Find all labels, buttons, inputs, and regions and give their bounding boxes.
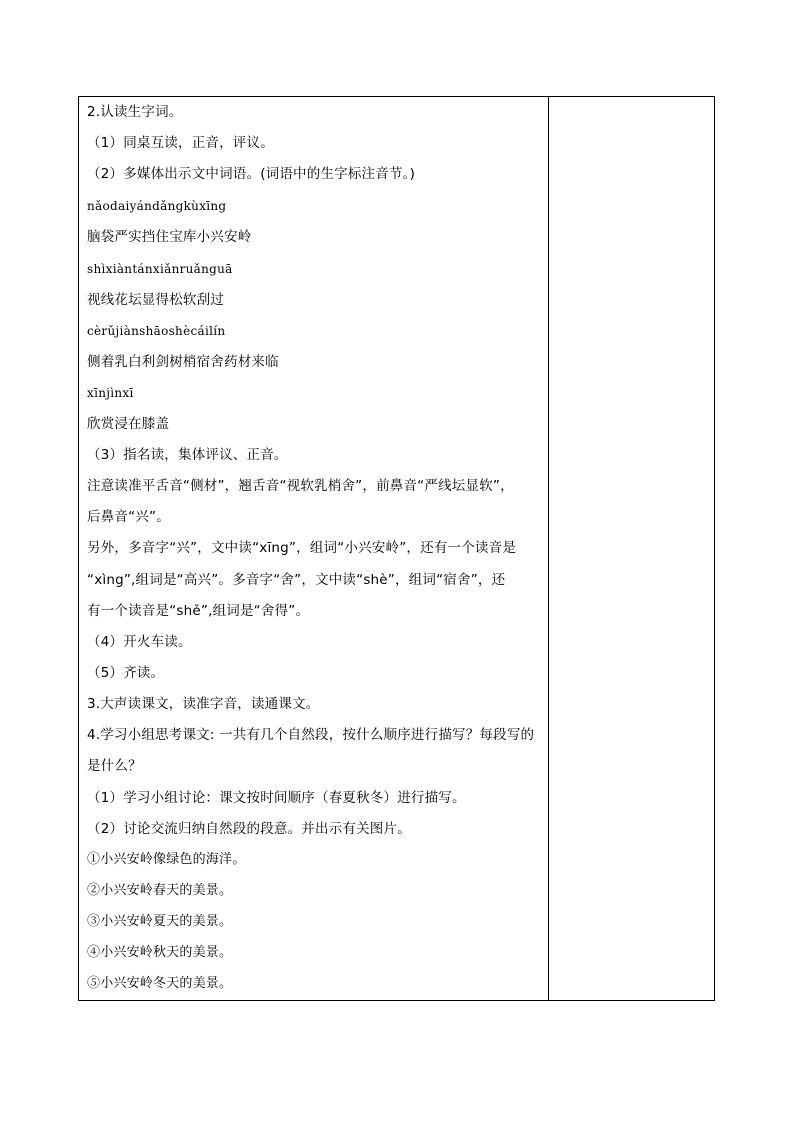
lesson-content-cell xyxy=(79,97,549,1000)
text-line: 侧着乳白利剑树梢宿舍药材来临 xyxy=(87,354,279,370)
text-line: 2.认读生字词。 xyxy=(87,104,183,120)
pinyin-line: nǎodaiyándǎngkùxīng xyxy=(87,199,227,213)
text-line: “xìng”,组词是“高兴”。多音字“舍”，文中读“shè”，组词“宿舍”，还 xyxy=(87,572,506,588)
paragraph-summary-item: ④小兴安岭秋天的美景。 xyxy=(87,945,233,960)
text-line: （5）齐读。 xyxy=(87,665,165,681)
text-line: 3.大声读课文，读准字音，读通课文。 xyxy=(87,696,320,712)
pinyin-line: xīnjìnxī xyxy=(87,386,134,400)
notes-cell xyxy=(549,97,714,1000)
text-line: （3）指名读，集体评议、正音。 xyxy=(87,447,288,463)
text-line: 脑袋严实挡住宝库小兴安岭 xyxy=(87,229,252,245)
text-line: （2）多媒体出示文中词语。(词语中的生字标注音节。) xyxy=(87,166,416,182)
text-line: （4）开火车读。 xyxy=(87,634,192,650)
pinyin-line: cèrǔjiànshāoshècáilín xyxy=(87,324,226,338)
text-line: （1）学习小组讨论：课文按时间顺序（春夏秋冬）进行描写。 xyxy=(87,790,466,806)
text-line: 另外，多音字“兴”，文中读“xīng”，组词“小兴安岭”，还有一个读音是 xyxy=(87,540,517,556)
text-line: 有一个读音是“shě”,组词是“舍得”。 xyxy=(87,603,310,619)
text-line: （1）同桌互读，正音，评议。 xyxy=(87,135,274,151)
lesson-table xyxy=(78,96,715,1001)
text-line: 注意读准平舌音“侧材”，翘舌音“视软乳梢舍”，前鼻音“严线坛显软”， xyxy=(87,478,514,494)
text-line: 是什么？ xyxy=(87,758,142,774)
text-line: 视线花坛显得松软刮过 xyxy=(87,292,224,308)
text-line: 后鼻音“兴”。 xyxy=(87,509,170,525)
paragraph-summary-item: ②小兴安岭春天的美景。 xyxy=(87,883,233,898)
paragraph-summary-item: ⑤小兴安岭冬天的美景。 xyxy=(87,976,233,991)
paragraph-summary-item: ①小兴安岭像绿色的海洋。 xyxy=(87,852,246,867)
text-line: （2）讨论交流归纳自然段的段意。并出示有关图片。 xyxy=(87,821,411,837)
text-line: 欣赏浸在膝盖 xyxy=(87,416,170,432)
text-line: 4.学习小组思考课文: 一共有几个自然段，按什么顺序进行描写？每段写的 xyxy=(87,727,535,743)
paragraph-summary-item: ③小兴安岭夏天的美景。 xyxy=(87,914,233,929)
pinyin-line: shìxiàntánxiǎnruǎnguā xyxy=(87,262,233,276)
